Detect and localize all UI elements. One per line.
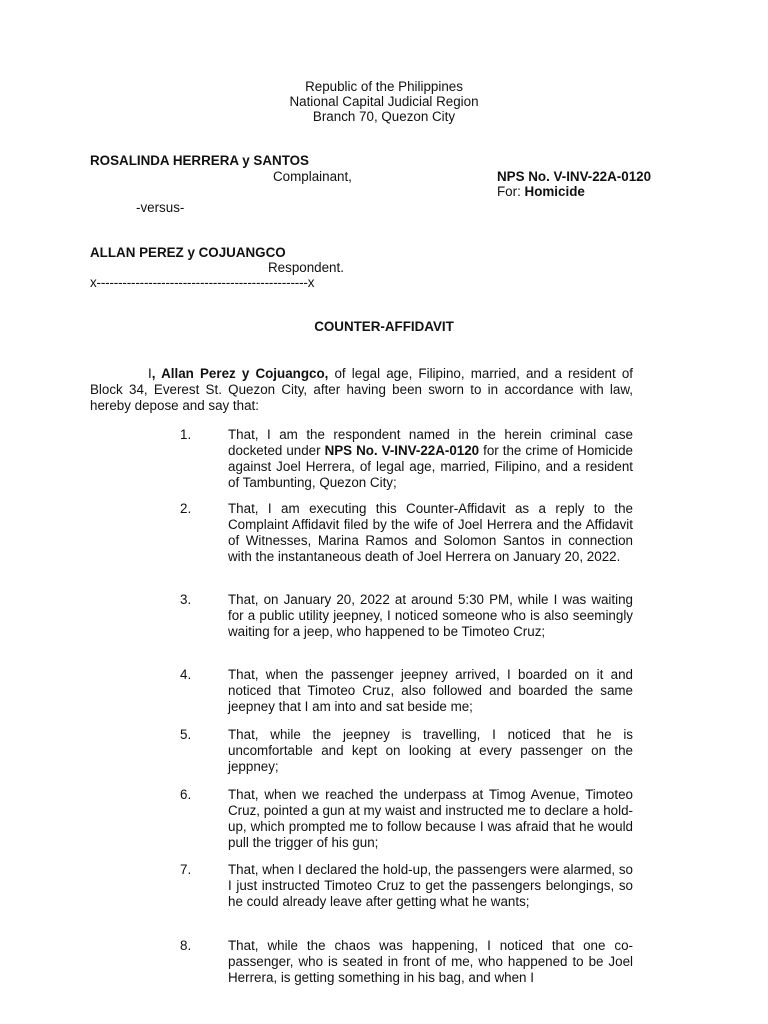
list-item	[228, 592, 633, 640]
list-item	[228, 938, 633, 986]
item-number: 6.	[180, 787, 192, 802]
complainant-label: Complainant,	[273, 169, 352, 184]
item-number: 5.	[180, 727, 192, 742]
item-text: That, I am the respondent named in the herein criminal case docketed under NPS No. V-INV-22A-0120 for the crime of Homicide against Joel Herrera, of legal age, married, Filipino, and a resident of Tambunting, Quezon City;	[228, 427, 633, 490]
respondent-label: Respondent.	[268, 260, 344, 275]
affiant-name: , Allan Perez y Cojuangco,	[151, 366, 329, 381]
intro-rest: of legal age, Filipino, married, and a resident of Block 34, Everest St. Quezon City, after having been sworn to in accordance with law, hereby depose and say that:	[90, 366, 633, 413]
item-number: 2.	[180, 501, 192, 516]
list-item	[228, 862, 633, 910]
intro-pre: I	[148, 366, 152, 381]
item-number: 3.	[180, 592, 192, 607]
charge-value: Homicide	[524, 184, 585, 199]
list-item	[228, 427, 633, 491]
header-region: National Capital Judicial Region	[289, 94, 479, 109]
item-number: 4.	[180, 667, 192, 682]
header-republic: Republic of the Philippines	[305, 79, 463, 94]
respondent-name: ALLAN PEREZ y COJUANGCO	[90, 245, 286, 260]
item-text: That, on January 20, 2022 at around 5:30 PM, while I was waiting for a public utility jeepney, I noticed someone who is also seemingly waiting for a jeep, who happened to be Timoteo Cruz;	[228, 592, 633, 639]
item-text: That, when we reached the underpass at Timog Avenue, Timoteo Cruz, pointed a gun at my waist and instructed me to declare a hold-up, which prompted me to follow because I was afraid that he would pull the trigger of his gun;	[228, 787, 633, 850]
intro-paragraph	[90, 366, 633, 414]
item-number: 7.	[180, 862, 192, 877]
item-text: That, I am executing this Counter-Affidavit as a reply to the Complaint Affidavit filed by the wife of Joel Herrera and the Affidavit of Witnesses, Marina Ramos and Solomon Santos in connection with the instantaneous death of Joel Herrera on January 20, 2022.	[228, 501, 633, 564]
item-number: 8.	[180, 938, 192, 953]
case-number-ref: NPS No. V-INV-22A-0120	[324, 443, 480, 458]
list-item	[228, 787, 633, 851]
item-text: That, when the passenger jeepney arrived, I boarded on it and noticed that Timoteo Cruz, also followed and boarded the same jeepney that I am into and sat beside me;	[228, 667, 633, 714]
list-item	[228, 727, 633, 775]
item-text: That, when I declared the hold-up, the passengers were alarmed, so I just instructed Timoteo Cruz to get the passengers belongings, so he could already leave after getting what he wants;	[228, 862, 633, 909]
item-text: That, while the chaos was happening, I noticed that one co-passenger, who is seated in front of me, who happened to be Joel Herrera, is getting something in his bag, and when I	[228, 938, 633, 985]
complainant-name: ROSALINDA HERRERA y SANTOS	[90, 153, 309, 168]
list-item	[228, 667, 633, 715]
document-title: COUNTER-AFFIDAVIT	[314, 319, 454, 334]
header-branch: Branch 70, Quezon City	[312, 109, 456, 124]
caption-divider: x-------------------------------------------------x	[90, 275, 315, 290]
item-number: 1.	[180, 427, 192, 442]
charge-label: For:	[497, 184, 521, 199]
versus-label: -versus-	[136, 200, 185, 215]
case-charge	[497, 184, 585, 199]
list-item	[228, 501, 633, 565]
case-number: NPS No. V-INV-22A-0120	[497, 169, 652, 184]
item-text: That, while the jeepney is travelling, I noticed that he is uncomfortable and kept on looking at every passenger on the jeppney;	[228, 727, 633, 774]
